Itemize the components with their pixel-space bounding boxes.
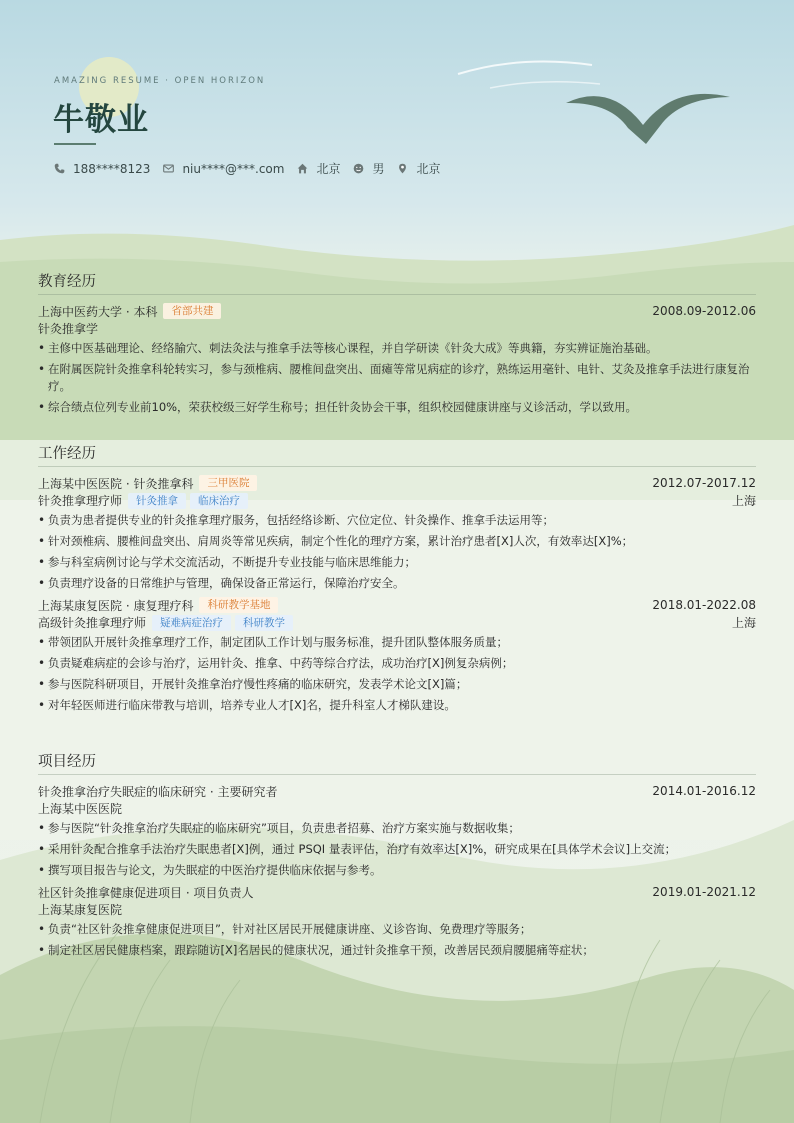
project-org-row	[38, 800, 756, 817]
list-item: • 负责“社区针灸推拿健康促进项目”，针对社区居民开展健康讲座、义诊咨询、免费理疗等服务；	[38, 921, 756, 938]
candidate-name: 牛敬业	[53, 102, 149, 138]
phone-icon	[54, 163, 65, 174]
list-item: • 参与医院科研项目，开展针灸推拿治疗慢性疼痛的临床研究，发表学术论文[X]篇；	[38, 676, 756, 693]
job-role-row	[38, 492, 756, 509]
phone-text: 188****8123	[73, 161, 151, 176]
job-date: 2012.07-2017.12	[652, 476, 756, 490]
contact-phone	[54, 162, 150, 176]
job-role-row	[38, 614, 756, 631]
list-item: • 负责疑难病症的会诊与治疗，运用针灸、推拿、中药等综合疗法，成功治疗[X]例复杂病例；	[38, 655, 756, 672]
contact-location	[397, 160, 440, 177]
list-item: • 主修中医基础理论、经络腧穴、刺法灸法与推拿手法等核心课程，并自学研读《针灸大成》等典籍，夯实辨证施治基础。	[38, 340, 756, 357]
school-name: 上海中医药大学 · 本科	[38, 304, 158, 319]
job-org: 上海某中医医院 · 针灸推拿科	[38, 476, 194, 491]
list-item: • 综合绩点位列专业前10%，荣获校级三好学生称号；担任针灸协会干事，组织校园健康讲座与义诊活动，学以致用。	[38, 399, 756, 416]
project-entry	[38, 782, 756, 879]
projects-section	[38, 752, 756, 963]
project-org: 上海某中医医院	[38, 802, 123, 816]
job-header	[38, 474, 756, 492]
location-icon	[397, 163, 408, 174]
project-date: 2014.01-2016.12	[652, 784, 756, 798]
role-tag: 临床治疗	[190, 493, 248, 509]
section-title: 工作经历	[38, 444, 756, 467]
home-icon	[297, 163, 308, 174]
tagline: AMAZING RESUME · OPEN HORIZON	[54, 76, 266, 86]
org-tag: 三甲医院	[199, 475, 257, 491]
project-header	[38, 782, 756, 800]
project-name: 社区针灸推拿健康促进项目 · 项目负责人	[38, 885, 254, 900]
job-entry	[38, 596, 756, 714]
list-item: • 参与医院“针灸推拿治疗失眠症的临床研究”项目，负责患者招募、治疗方案实施与数据收集；	[38, 820, 756, 837]
project-header	[38, 883, 756, 901]
project-bullets	[38, 921, 756, 959]
list-item: • 负责理疗设备的日常维护与管理，确保设备正常运行，保障治疗安全。	[38, 575, 756, 592]
location-text: 北京	[416, 162, 441, 176]
job-city: 上海	[731, 494, 756, 508]
list-item: • 负责为患者提供专业的针灸推拿理疗服务，包括经络诊断、穴位定位、针灸操作、推拿手法运用等；	[38, 512, 756, 529]
job-bullets	[38, 512, 756, 592]
role-tag: 疑难病症治疗	[152, 615, 231, 631]
job-header	[38, 596, 756, 614]
major-name: 针灸推拿学	[38, 322, 99, 336]
education-date: 2008.09-2012.06	[652, 304, 756, 318]
project-bullets	[38, 820, 756, 879]
education-bullets	[38, 340, 756, 416]
job-org: 上海某康复医院 · 康复理疗科	[38, 598, 194, 613]
list-item: • 采用针灸配合推拿手法治疗失眠患者[X]例，通过 PSQI 量表评估，治疗有效率达[X]%，研究成果在[具体学术会议]上交流；	[38, 841, 756, 858]
education-header	[38, 302, 756, 320]
role-tag: 科研教学	[235, 615, 293, 631]
major-row	[38, 320, 756, 337]
job-date: 2018.01-2022.08	[652, 598, 756, 612]
contact-email	[163, 162, 284, 176]
name-underline	[54, 143, 96, 145]
project-name: 针灸推拿治疗失眠症的临床研究 · 主要研究者	[38, 784, 278, 799]
section-title: 项目经历	[38, 752, 756, 775]
contact-gender	[353, 160, 384, 177]
project-entry	[38, 883, 756, 959]
section-title: 教育经历	[38, 272, 756, 295]
project-date: 2019.01-2021.12	[652, 885, 756, 899]
email-text: niu****@***.com	[182, 161, 285, 176]
project-org-row	[38, 901, 756, 918]
contact-home	[297, 160, 340, 177]
list-item: • 对年轻医师进行临床带教与培训，培养专业人才[X]名，提升科室人才梯队建设。	[38, 697, 756, 714]
list-item: • 在附属医院针灸推拿科轮转实习，参与颈椎病、腰椎间盘突出、面瘫等常见病症的诊疗，熟练运用毫针、电针、艾灸及推拿手法进行康复治疗。	[38, 361, 756, 395]
work-section	[38, 444, 756, 718]
org-tag: 科研教学基地	[199, 597, 278, 613]
hometown-text: 北京	[316, 162, 341, 176]
gender-text: 男	[372, 162, 385, 176]
school-tag: 省部共建	[163, 303, 221, 319]
gender-icon	[353, 163, 364, 174]
job-role: 高级针灸推拿理疗师	[38, 616, 147, 630]
list-item: • 带领团队开展针灸推拿理疗工作，制定团队工作计划与服务标准，提升团队整体服务质量；	[38, 634, 756, 651]
job-entry	[38, 474, 756, 592]
job-role: 针灸推拿理疗师	[38, 494, 123, 508]
contact-bar	[54, 160, 454, 177]
list-item: • 针对颈椎病、腰椎间盘突出、肩周炎等常见疾病，制定个性化的理疗方案，累计治疗患者[X]人次，有效率达[X]%；	[38, 533, 756, 550]
list-item: • 制定社区居民健康档案，跟踪随访[X]名居民的健康状况，通过针灸推拿干预，改善居民颈肩腰腿痛等症状；	[38, 942, 756, 959]
job-bullets	[38, 634, 756, 714]
job-city: 上海	[731, 616, 756, 630]
list-item: • 参与科室病例讨论与学术交流活动，不断提升专业技能与临床思维能力；	[38, 554, 756, 571]
mail-icon	[163, 163, 174, 174]
role-tag: 针灸推拿	[128, 493, 186, 509]
project-org: 上海某康复医院	[38, 903, 123, 917]
education-section	[38, 272, 756, 420]
list-item: • 撰写项目报告与论文，为失眠症的中医治疗提供临床依据与参考。	[38, 862, 756, 879]
